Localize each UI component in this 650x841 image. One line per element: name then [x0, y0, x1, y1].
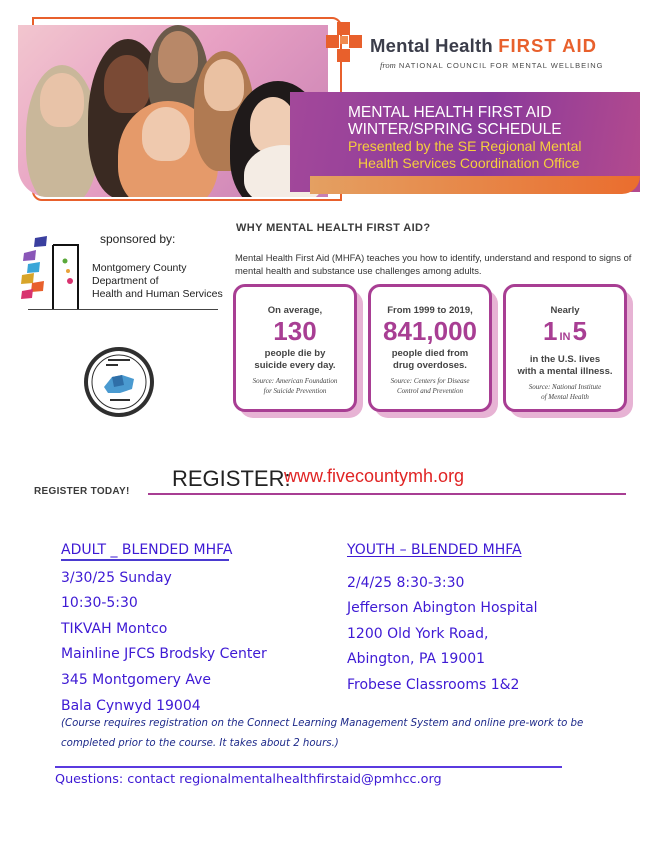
stat-number-a: 1: [543, 316, 558, 346]
adult-course-title: ADULT _ BLENDED MHFA: [61, 542, 233, 558]
stat-desc1: people die by: [264, 348, 326, 359]
stat-lead: Nearly: [550, 305, 580, 316]
stat-card-overdose: [368, 284, 492, 412]
register-label: REGISTER:: [172, 466, 291, 491]
stat-source2: for Suicide Prevention: [263, 386, 327, 395]
county-department-text: [92, 262, 223, 301]
youth-course-title: YOUTH – BLENDED MHFA: [347, 542, 522, 558]
logo-accent: FIRST AID: [498, 35, 597, 56]
questions-contact-link[interactable]: Questions: contact regionalmentalhealthfirstaid@pmhcc.org: [55, 772, 442, 787]
stat-number-b: 5: [572, 316, 587, 346]
youth-course: [347, 538, 538, 699]
hero-photo: [18, 25, 328, 197]
stat-desc2: drug overdoses.: [393, 360, 467, 371]
youth-room: Frobese Classrooms 1&2: [347, 676, 520, 693]
banner-text: [348, 104, 638, 172]
stat-source1: Source: Centers for Disease: [390, 377, 470, 385]
mhfa-cross-icon: [326, 22, 362, 62]
stat-number: 841,000: [383, 316, 477, 346]
stat-source1: Source: American Foundation: [252, 377, 338, 385]
county-line2: Department of: [92, 275, 159, 287]
sponsor-divider: [28, 309, 218, 310]
logo-from: from: [380, 60, 396, 70]
register-today-label: REGISTER TODAY!: [34, 486, 130, 497]
register-url-link[interactable]: www.fivecountymh.org: [284, 466, 465, 486]
banner-line1: MENTAL HEALTH FIRST AID: [348, 104, 552, 121]
adult-course: [61, 538, 267, 719]
stat-desc2: with a mental illness.: [517, 366, 613, 377]
logo-org: NATIONAL COUNCIL FOR MENTAL WELLBEING: [398, 61, 604, 70]
county-line1: Montgomery County: [92, 262, 187, 274]
montgomery-county-logo-icon: [20, 233, 95, 313]
stat-card-suicide: [233, 284, 357, 412]
banner-line4: Health Services Coordination Office: [358, 155, 580, 171]
questions-divider: [55, 766, 562, 768]
why-title: WHY MENTAL HEALTH FIRST AID?: [236, 222, 431, 234]
regional-coordination-seal-icon: [82, 345, 156, 419]
banner-accent: [310, 176, 640, 194]
adult-city: Bala Cynwyd 19004: [61, 697, 201, 714]
youth-street: 1200 Old York Road,: [347, 625, 489, 642]
county-line3: Health and Human Services: [92, 288, 223, 300]
adult-date: 3/30/25 Sunday: [61, 569, 172, 586]
adult-time: 10:30-5:30: [61, 595, 138, 612]
adult-venue: Mainline JFCS Brodsky Center: [61, 646, 267, 663]
stat-source2: of Mental Health: [541, 392, 589, 401]
stat-source2: Control and Prevention: [397, 386, 463, 395]
mhfa-logo-title: [370, 35, 597, 57]
youth-city: Abington, PA 19001: [347, 651, 486, 668]
stat-number: [506, 316, 624, 352]
adult-street: 345 Montgomery Ave: [61, 671, 212, 688]
stat-lead: From 1999 to 2019,: [387, 305, 473, 316]
mhfa-logo-subtitle: [380, 60, 604, 70]
banner-line3: Presented by the SE Regional Mental: [348, 138, 582, 154]
stat-card-mental-illness: [503, 284, 627, 412]
stat-number-mid: IN: [559, 331, 571, 343]
banner-line2: WINTER/SPRING SCHEDULE: [348, 121, 562, 138]
youth-title-spacer: [347, 564, 538, 566]
register-divider: [148, 493, 626, 495]
stat-desc1: people died from: [391, 348, 469, 359]
youth-date-time: 2/4/25 8:30-3:30: [347, 574, 465, 591]
stat-desc2: suicide every day.: [254, 360, 336, 371]
stat-lead: On average,: [267, 305, 323, 316]
why-body: Mental Health First Aid (MHFA) teaches you how to identify, understand and respond to signs of mental health and substance use challenges among adults.: [235, 252, 632, 276]
adult-host: TIKVAH Montco: [61, 620, 168, 637]
registration-note: (Course requires registration on the Connect Learning Management System and online pre-work to be completed prior to the course. It takes about 2 hours.): [61, 718, 584, 749]
stat-number: 130: [273, 316, 317, 346]
stat-source1: Source: National Institute: [528, 383, 602, 391]
logo-word: Mental Health: [370, 35, 493, 56]
sponsored-by-label: sponsored by:: [100, 232, 176, 246]
youth-venue: Jefferson Abington Hospital: [347, 600, 538, 617]
stat-desc1: in the U.S. lives: [529, 354, 601, 365]
